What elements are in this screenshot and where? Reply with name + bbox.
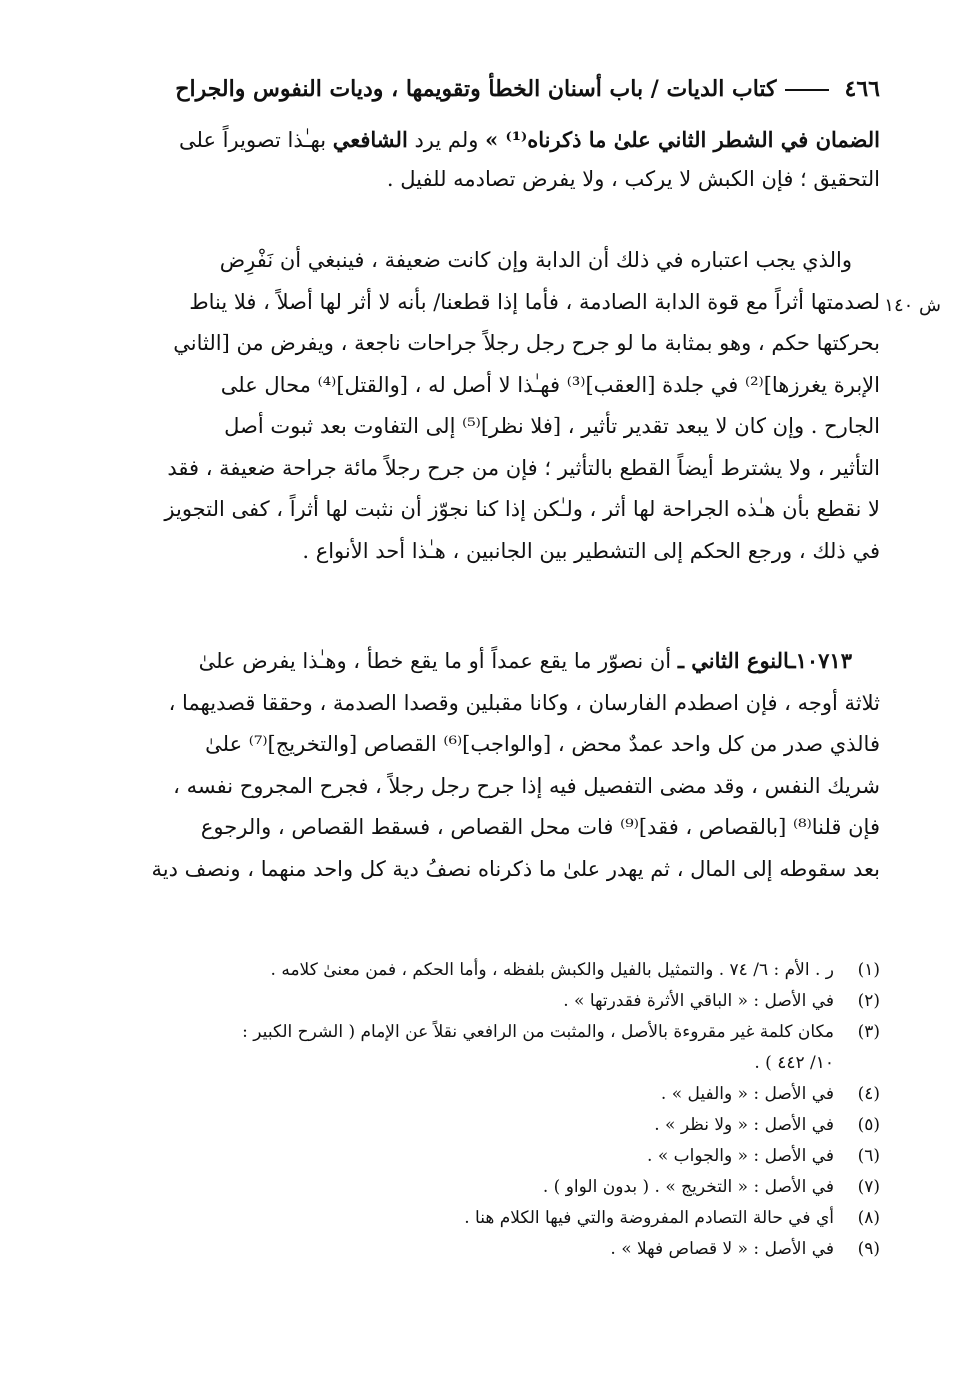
footnote-text: في الأصل : « والفيل » . <box>660 1084 834 1104</box>
footnote-number: (٣) <box>857 1022 880 1042</box>
footnote-text: في الأصل : « الباقي الأثرة فقدرتها » . <box>563 991 834 1011</box>
paragraph-section <box>95 640 880 890</box>
text-line: التحقيق ؛ فإن الكبش لا يركب ، ولا يفرض تصادمه للفيل . <box>386 167 880 191</box>
footnote-number: (١) <box>857 960 880 980</box>
text-line: والذي يجب اعتباره في ذلك أن الدابة وإن كانت ضعيفة ، فينبغي أن نَفْرِض <box>219 248 852 272</box>
footnote-text: مكان كلمة غير مقروءة بالأصل ، والمثبت من الرافعي نقلاً عن الإمام ( الشرح الكبير : <box>242 1022 834 1042</box>
text-line: بحركتها حكم ، وهو بمثابة ما لو جرح رجل رجلاً جراحات ناجعة ، ويفرض من [الثاني <box>173 331 880 355</box>
footnote-text: أي في حالة التصادم المفروضة والتي فيها الكلام هنا . <box>464 1208 834 1228</box>
header-rule <box>785 89 829 91</box>
footnote-number: (٢) <box>857 991 880 1011</box>
footnote <box>120 1079 880 1110</box>
footnote-continuation: ١٠/ ٤٤٢ ) . <box>754 1053 834 1073</box>
bold-name: الشافعي <box>332 127 408 152</box>
footnote-number: (٦) <box>857 1146 880 1166</box>
text-line: ثلاثة أوجه ، فإن اصطدم الفارسان ، وكانا مقبلين وقصدا الصدمة ، وحققا قصديهما ، <box>168 690 880 715</box>
footnote-number: (٧) <box>857 1177 880 1197</box>
section-first-line: أن نصوّر ما يقع عمداً أو ما يقع خطأ ، وهـٰذا يفرض علىٰ <box>198 649 672 673</box>
section-title: النوع الثاني ـ <box>677 648 790 673</box>
section-number: ١٠٧١٣ـ <box>789 648 852 673</box>
footnotes <box>120 955 880 1265</box>
text-line: الضمان في الشطر الثاني علىٰ ما ذكرناه⁽¹⁾ » ولم يرد الشافعي بهـٰذا تصويراً على <box>179 127 880 152</box>
text-line: بعد سقوطه إلى المال ، ثم يهدر علىٰ ما ذكرناه نصفُ دية كل واحد منهما ، ونصف دية <box>151 856 880 881</box>
text-line: الإبرة يغرزها]⁽²⁾ في جلدة [العقب]⁽³⁾ فهـٰذا لا أصل له ، [والقتل]⁽⁴⁾ محال على <box>220 372 880 397</box>
header-title: كتاب الديات / باب أسنان الخطأ وتقويمها ، وديات النفوس والجراح <box>175 76 777 102</box>
footnote <box>120 1234 880 1265</box>
footnote-text: ر . الأم : ٦/ ٧٤ . والتمثيل بالفيل والكبش بلفظه ، وأما الحكم ، فمن معنىٰ كلامه . <box>270 960 834 980</box>
text-line: التأثير ، ولا يشترط أيضاً القطع بالتأثير ؛ فإن من جرح رجلاً مائة جراحة ضعيفة ، فقد <box>167 455 880 480</box>
running-header <box>95 72 880 106</box>
text-line: شريك النفس ، وقد مضى التفصيل فيه إذا جرح رجل رجلاً ، فجرح المجروح نفسه ، <box>173 773 880 798</box>
footnote-number: (٨) <box>857 1208 880 1228</box>
footnote-text: في الأصل : « ولا نظر » . <box>654 1115 834 1135</box>
text-line <box>95 640 880 683</box>
text-line: في ذلك ، ورجع الحكم إلى التشطير بين الجانبين ، هـٰذا أحد الأنواع . <box>302 538 880 563</box>
footnote-number: (٥) <box>857 1115 880 1135</box>
footnote <box>120 1017 880 1048</box>
text-line: فالذي صدر من كل واحد عمدٌ محض ، [والواجب]⁽⁶⁾ القصاص [والتخريج]⁽⁷⁾ علىٰ <box>205 732 880 756</box>
text-line: الجارح . وإن كان لا يبعد تقدير تأثير ، [فلا نظر]⁽⁵⁾ إلى التفاوت بعد ثبوت أصل <box>224 414 880 438</box>
page-number: ٤٦٦ <box>844 76 880 102</box>
text-line: فإن قلنا⁽⁸⁾ [بالقصاص ، فقد]⁽⁹⁾ فات محل القصاص ، فسقط القصاص ، والرجوع <box>200 815 880 839</box>
footnote <box>120 1110 880 1141</box>
margin-page-reference: ش ١٤٠ <box>884 295 941 316</box>
text-line: لا نقطع بأن هـٰذه الجراحة لها أثر ، ولـٰكن إذا كنا نجوّز أن نثبت لها أثراً ، كفى التجويز <box>164 497 880 521</box>
footnote-text: في الأصل : « والجواب » . <box>647 1146 834 1166</box>
bold-quote: الضمان في الشطر الثاني علىٰ ما ذكرناه⁽¹⁾ » <box>485 127 880 152</box>
paragraph-main <box>95 240 880 572</box>
text-line: لصدمتها أثراً مع قوة الدابة الصادمة ، فأما إذا قطعنا/ بأنه لا أثر لها أصلاً ، فلا يناط <box>189 289 880 314</box>
footnote <box>120 1172 880 1203</box>
paragraph-continuation <box>95 120 880 199</box>
footnote <box>120 955 880 986</box>
footnote-number: (٩) <box>857 1239 880 1259</box>
footnote-number: (٤) <box>857 1084 880 1104</box>
footnote <box>120 1203 880 1234</box>
footnote-text: في الأصل : « التخريج » . ( بدون الواو ) . <box>542 1177 834 1197</box>
footnote <box>120 1141 880 1172</box>
footnote-text: في الأصل : « لا قصاص فهلا » . <box>610 1239 834 1259</box>
footnote <box>120 986 880 1017</box>
